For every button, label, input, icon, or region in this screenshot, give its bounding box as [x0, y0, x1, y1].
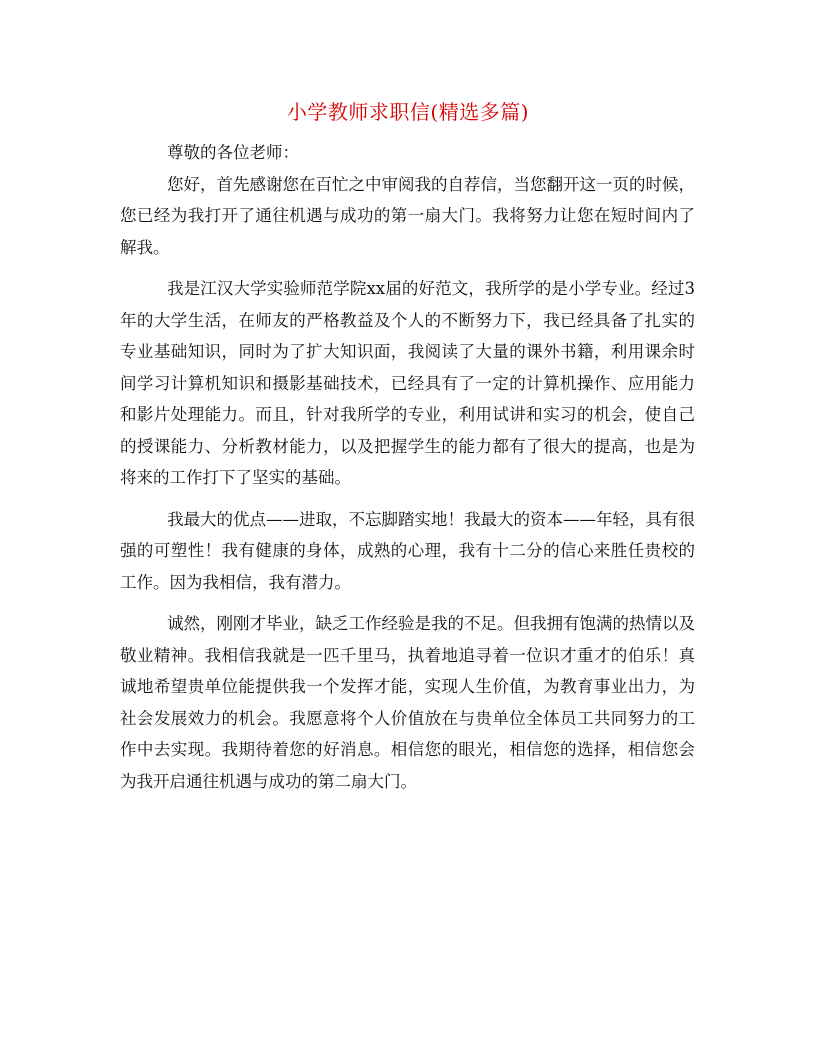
paragraph-3: 我最大的优点——进取，不忘脚踏实地！我最大的资本——年轻，具有很强的可塑性！我有健康的身体，成熟的心理，我有十二分的信心来胜任贵校的工作。因为我相信，我有潜力。 [120, 509, 695, 592]
letter-body [120, 137, 695, 807]
paragraph-2: 我是江汉大学实验师范学院xx届的好范文，我所学的是小学专业。经过3年的大学生活，在师友的严格教益及个人的不断努力下，我已经具备了扎实的专业基础知识，同时为了扩大知识面，我阅读了大量的课外书籍，利用课余时间学习计算机知识和摄影基础技术，已经具有了一定的计算机操作、应用能力和影片处理能力。而且，针对我所学的专业，利用试讲和实习的机会，使自己的授课能力、分析教材能力，以及把握学生的能力都有了很大的提高，也是为将来的工作打下了坚实的基础。 [120, 279, 695, 487]
greeting-line: 尊敬的各位老师： [167, 143, 299, 162]
paragraph-4: 诚然，刚刚才毕业，缺乏工作经验是我的不足。但我拥有饱满的热情以及敬业精神。我相信我就是一匹千里马，执着地追寻着一位识才重才的伯乐！真诚地希望贵单位能提供我一个发挥才能，实现人生价值，为教育事业出力，为社会发展效力的机会。我愿意将个人价值放在与贵单位全体员工共同努力的工作中去实现。我期待着您的好消息。相信您的眼光，相信您的选择，相信您会为我开启通往机遇与成功的第二扇大门。 [120, 614, 695, 791]
page-title: 小学教师求职信(精选多篇) [286, 100, 530, 124]
paragraph-1: 您好，首先感谢您在百忙之中审阅我的自荐信，当您翻开这一页的时候，您已经为我打开了通往机遇与成功的第一扇大门。我将努力让您在短时间内了解我。 [120, 174, 695, 257]
